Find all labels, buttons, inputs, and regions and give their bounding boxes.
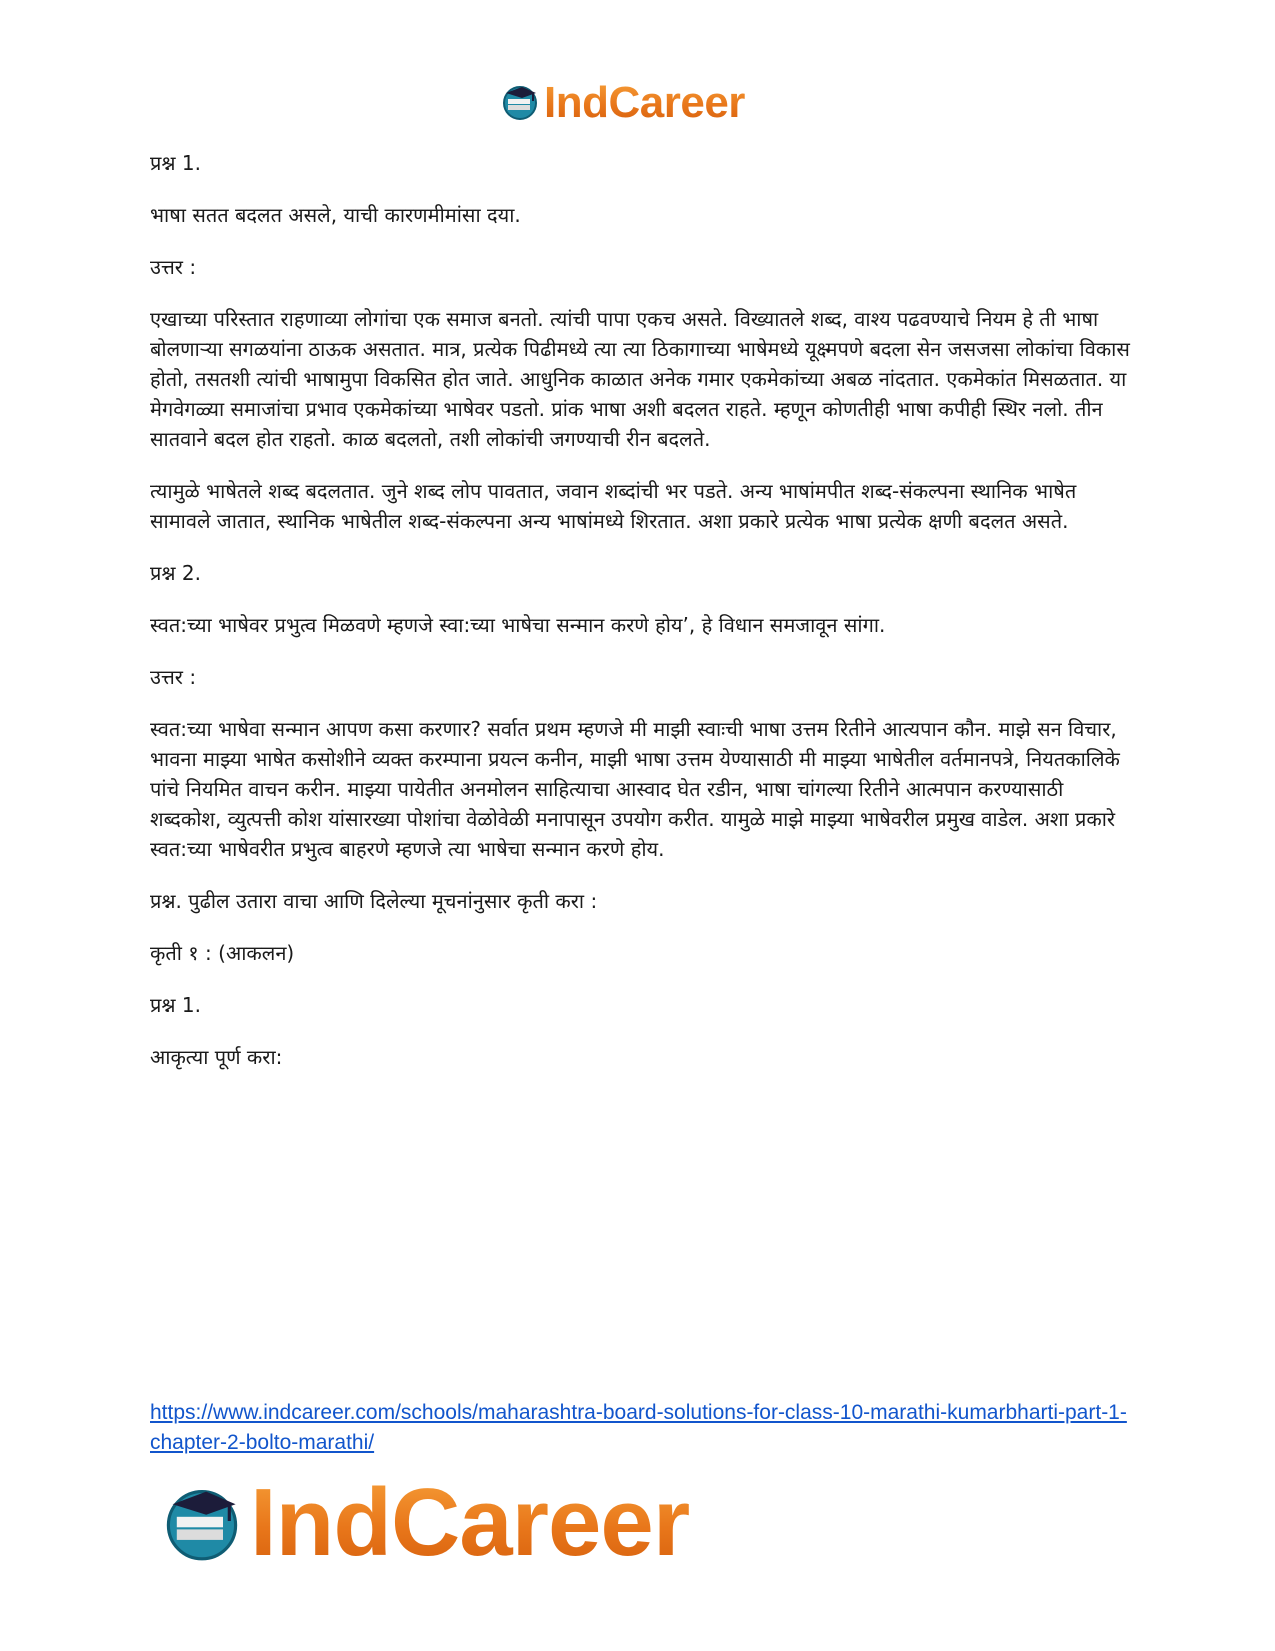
question-4-text: आकृत्या पूर्ण करा:: [150, 1045, 283, 1069]
document-body: [150, 148, 1135, 1094]
question-2-text: स्वत:च्या भाषेवर प्रभुत्व मिळवणे म्हणजे स्वा:च्या भाषेचा सन्मान करणे होय’, हे विधान समजावून सांगा.: [150, 613, 886, 637]
footer-logo: [160, 1468, 689, 1578]
answer-1-label: उत्तर :: [150, 255, 197, 279]
source-link[interactable]: https://www.indcareer.com/schools/maharashtra-board-solutions-for-class-10-marathi-kumarbharti-part-1-chapter-2-bolto-marathi/: [150, 1401, 1127, 1454]
answer-2-paragraph: स्वत:च्या भाषेवा सन्मान आपण कसा करणार? सर्वात प्रथम म्हणजे मी माझी स्वाःची भाषा उत्तम रितीने आत्यपान कौन. माझे सन विचार, भावना माझ्या भाषेत कसोशीने व्यक्त करम्पाना प्रयत्न कनीन, माझी भाषा उत्तम येण्यासाठी मी माझ्या भाषेतील वर्तमानपत्रे, नियतकालिके पांचे नियमित वाचन करीन. माझ्या पायेतीत अनमोलन साहित्याचा आस्वाद घेत रडीन, भाषा चांगल्या रितीने आत्मपान करण्यासाठी शब्दकोश, व्युत्पत्ती कोश यांसारख्या पोशांचा वेळोवेळी मनापासून उपयोग करीत. यामुळे माझे माझ्या भाषेवरील प्रमुख वाडेल. अशा प्रकारे स्वत:च्या भाषेवरीत प्रभुत्व बाहरणे म्हणजे त्या भाषेचा सन्मान करणे होय.: [150, 717, 1120, 861]
question-2-label: प्रश्न 2.: [150, 561, 201, 585]
footer-brand-name: IndCareer: [250, 1469, 690, 1576]
task-label: कृती १ : (आकलन): [150, 941, 295, 965]
graduation-cap-globe-icon: [500, 81, 540, 125]
question-3-instruction: प्रश्न. पुढील उतारा वाचा आणि दिलेल्या मूचनांनुसार कृती करा :: [150, 889, 598, 913]
question-1-text: भाषा सतत बदलत असले, याची कारणमीमांसा दया.: [150, 203, 521, 227]
header-logo: [500, 78, 745, 128]
answer-1-paragraph-1: एखाच्या परिस्तात राहणाव्या लोगांचा एक समाज बनतो. त्यांची पापा एकच असते. विख्यातले शब्द, वाश्य पढवण्याचे नियम हे ती भाषा बोलणाऱ्या सगळयांना ठाऊक असतात. मात्र, प्रत्येक पिढीमध्ये त्या त्या ठिकागाच्या भाषेमध्ये यूक्ष्मपणे बदला सेन जसजसा लोकांचा विकास होतो, तसतशी त्यांची भाषामुपा विकसित होत जाते. आधुनिक काळात अनेक गमार एकमेकांच्या अबळ नांदतात. एकमेकांत मिसळतात. या मेगवेगळ्या समाजांचा प्रभाव एकमेकांच्या भाषेवर पडतो. प्रांक भाषा अशी बदलत राहते. म्हणून कोणतीही भाषा कपीही स्थिर नलो. तीन सातवाने बदल होत राहतो. काळ बदलतो, तशी लोकांची जगण्याची रीन बदलते.: [150, 307, 1130, 451]
graduation-cap-globe-icon: [160, 1479, 244, 1567]
question-4-label: प्रश्न 1.: [150, 993, 201, 1017]
answer-1-paragraph-2: त्यामुळे भाषेतले शब्द बदलतात. जुने शब्द लोप पावतात, जवान शब्दांची भर पडते. अन्य भाषांमपीत शब्द-संकल्पना स्थानिक भाषेत सामावले जातात, स्थानिक भाषेतील शब्द-संकल्पना अन्य भाषांमध्ये शिरतात. अशा प्रकारे प्रत्येक भाषा प्रत्येक क्षणी बदलत असते.: [150, 479, 1077, 533]
question-1-label: प्रश्न 1.: [150, 151, 201, 175]
brand-name: IndCareer: [544, 78, 745, 127]
answer-2-label: उत्तर :: [150, 665, 197, 689]
